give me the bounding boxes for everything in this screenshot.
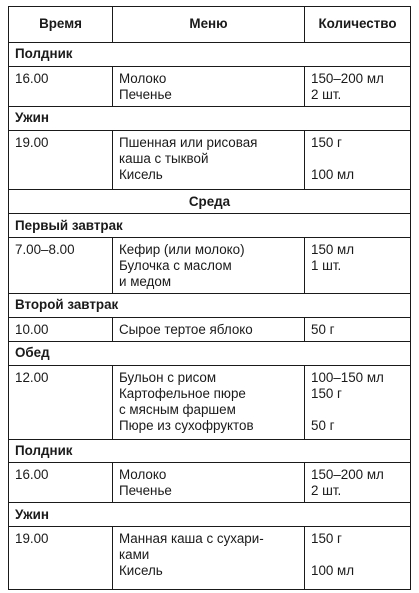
time-cell: 12.00 <box>9 366 113 439</box>
quantity-value: 150–200 мл <box>311 467 384 483</box>
meal-name: Полдник <box>15 46 73 62</box>
day-heading-row <box>9 190 410 214</box>
table-row <box>9 463 410 503</box>
quantity-value <box>311 547 404 563</box>
meal-name: Первый завтрак <box>15 217 123 233</box>
header-time: Время <box>9 7 113 42</box>
menu-cell <box>113 318 305 341</box>
quantity-cell <box>305 463 410 502</box>
menu-cell <box>113 527 305 589</box>
quantity-cell <box>305 238 410 293</box>
meal-section-row <box>9 440 410 464</box>
menu-item: Сырое тертое яблоко <box>119 321 253 337</box>
quantity-cell <box>305 318 410 341</box>
table-row <box>9 527 410 589</box>
quantity-value: 150–200 мл <box>311 70 384 86</box>
header-menu: Меню <box>113 7 305 42</box>
meal-section-row <box>9 43 410 67</box>
quantity-value <box>311 402 404 418</box>
menu-item: Кисель <box>119 563 163 579</box>
time-cell: 16.00 <box>9 463 113 502</box>
menu-item: Печенье <box>119 86 172 102</box>
menu-cell <box>113 67 305 106</box>
table-row <box>9 318 410 342</box>
menu-cell <box>113 238 305 293</box>
menu-cell <box>113 131 305 190</box>
quantity-value: 150 г <box>311 385 342 401</box>
quantity-value: 1 шт. <box>311 258 342 274</box>
header-quantity: Количество <box>318 16 397 32</box>
quantity-value: 50 г <box>311 321 335 337</box>
menu-cell <box>113 366 305 439</box>
meal-name: Ужин <box>15 110 49 126</box>
menu-item: Пюре из сухофруктов <box>119 417 254 433</box>
menu-item: с мясным фаршем <box>119 401 236 417</box>
quantity-value <box>311 151 404 167</box>
table-header <box>9 7 410 43</box>
menu-item: Картофельное пюре <box>119 385 246 401</box>
meal-name: Обед <box>15 345 50 361</box>
quantity-value: 100–150 мл <box>311 369 384 385</box>
meal-name: Второй завтрак <box>15 297 119 313</box>
menu-item: Бульон с рисом <box>119 369 217 385</box>
time-cell: 19.00 <box>9 527 113 589</box>
quantity-value: 150 мл <box>311 242 355 258</box>
menu-item: Кисель <box>119 166 163 182</box>
meal-section-row <box>9 503 410 527</box>
menu-cell <box>113 463 305 502</box>
menu-table <box>8 6 411 590</box>
quantity-value: 150 г <box>311 134 342 150</box>
quantity-value: 100 мл <box>311 563 355 579</box>
time-cell: 16.00 <box>9 67 113 106</box>
quantity-cell <box>305 67 410 106</box>
quantity-value: 150 г <box>311 531 342 547</box>
time-cell: 10.00 <box>9 318 113 341</box>
meal-section-row <box>9 342 410 366</box>
menu-item: Булочка с маслом <box>119 258 232 274</box>
menu-item: Манная каша с сухари- <box>119 531 264 547</box>
quantity-value: 50 г <box>311 417 335 433</box>
table-row <box>9 67 410 107</box>
meal-section-row <box>9 294 410 318</box>
menu-item: Молоко <box>119 70 167 86</box>
quantity-value: 100 мл <box>311 166 355 182</box>
menu-item: ками <box>119 547 150 563</box>
quantity-value <box>311 274 404 290</box>
menu-item: Молоко <box>119 467 167 483</box>
menu-item: Кефир (или молоко) <box>119 242 245 258</box>
time-cell: 19.00 <box>9 131 113 190</box>
quantity-cell <box>305 527 410 589</box>
meal-name: Ужин <box>15 506 49 522</box>
meal-section-row <box>9 214 410 238</box>
meal-section-row <box>9 107 410 131</box>
meal-name: Полдник <box>15 443 73 458</box>
table-row <box>9 238 410 294</box>
quantity-cell <box>305 366 410 439</box>
quantity-cell <box>305 131 410 190</box>
menu-item: и медом <box>119 274 172 290</box>
day-heading: Среда <box>188 193 231 209</box>
time-cell: 7.00–8.00 <box>9 238 113 293</box>
table-row <box>9 131 410 191</box>
menu-item: каша с тыквой <box>119 150 209 166</box>
menu-item: Пшенная или рисовая <box>119 134 258 150</box>
quantity-value: 2 шт. <box>311 86 342 102</box>
table-row <box>9 366 410 440</box>
quantity-value: 2 шт. <box>311 483 342 499</box>
menu-item: Печенье <box>119 483 172 499</box>
